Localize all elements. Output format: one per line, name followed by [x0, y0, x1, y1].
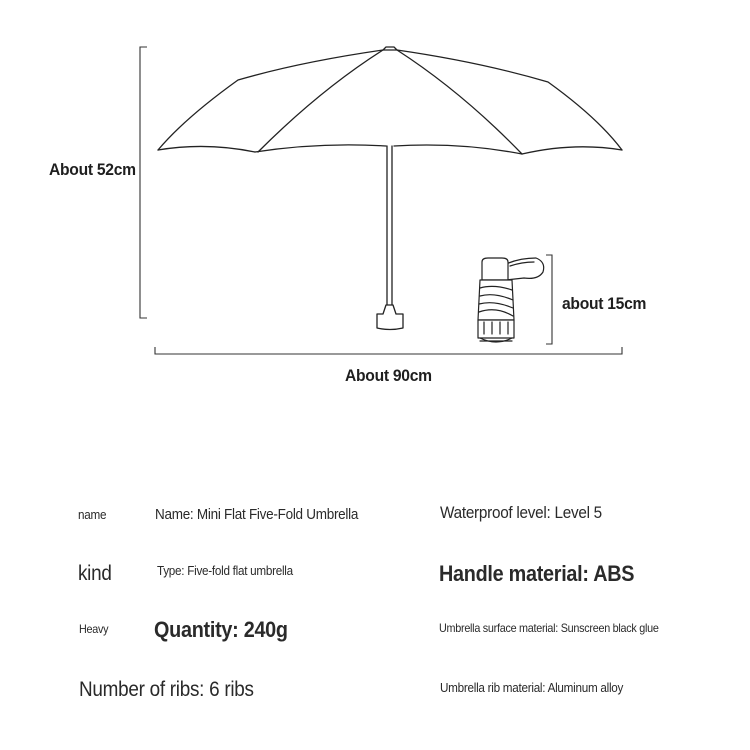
folded-length-dimension-label: about 15cm	[562, 294, 647, 313]
height-dimension-bracket	[140, 47, 147, 318]
spec-handle-material: Handle material: ABS	[439, 561, 635, 586]
spec-key-kind: kind	[78, 562, 112, 585]
spec-key-heavy: Heavy	[79, 622, 109, 636]
height-dimension-label: About 52cm	[49, 160, 136, 179]
width-dimension-bracket	[155, 347, 622, 354]
width-dimension-label: About 90cm	[345, 366, 432, 385]
spec-key-name: name	[78, 507, 107, 522]
folded-umbrella-illustration	[478, 258, 544, 342]
folded-length-dimension-bracket	[546, 255, 552, 344]
spec-rib-material: Umbrella rib material: Aluminum alloy	[440, 680, 624, 695]
spec-quantity: Quantity: 240g	[154, 617, 288, 642]
spec-type-value: Type: Five-fold flat umbrella	[157, 563, 293, 578]
spec-surface-material: Umbrella surface material: Sunscreen black glue	[439, 621, 659, 635]
dimension-lines	[140, 47, 622, 354]
spec-name-value: Name: Mini Flat Five-Fold Umbrella	[155, 506, 359, 523]
spec-number-of-ribs: Number of ribs: 6 ribs	[79, 678, 254, 701]
spec-waterproof-level: Waterproof level: Level 5	[440, 503, 602, 522]
